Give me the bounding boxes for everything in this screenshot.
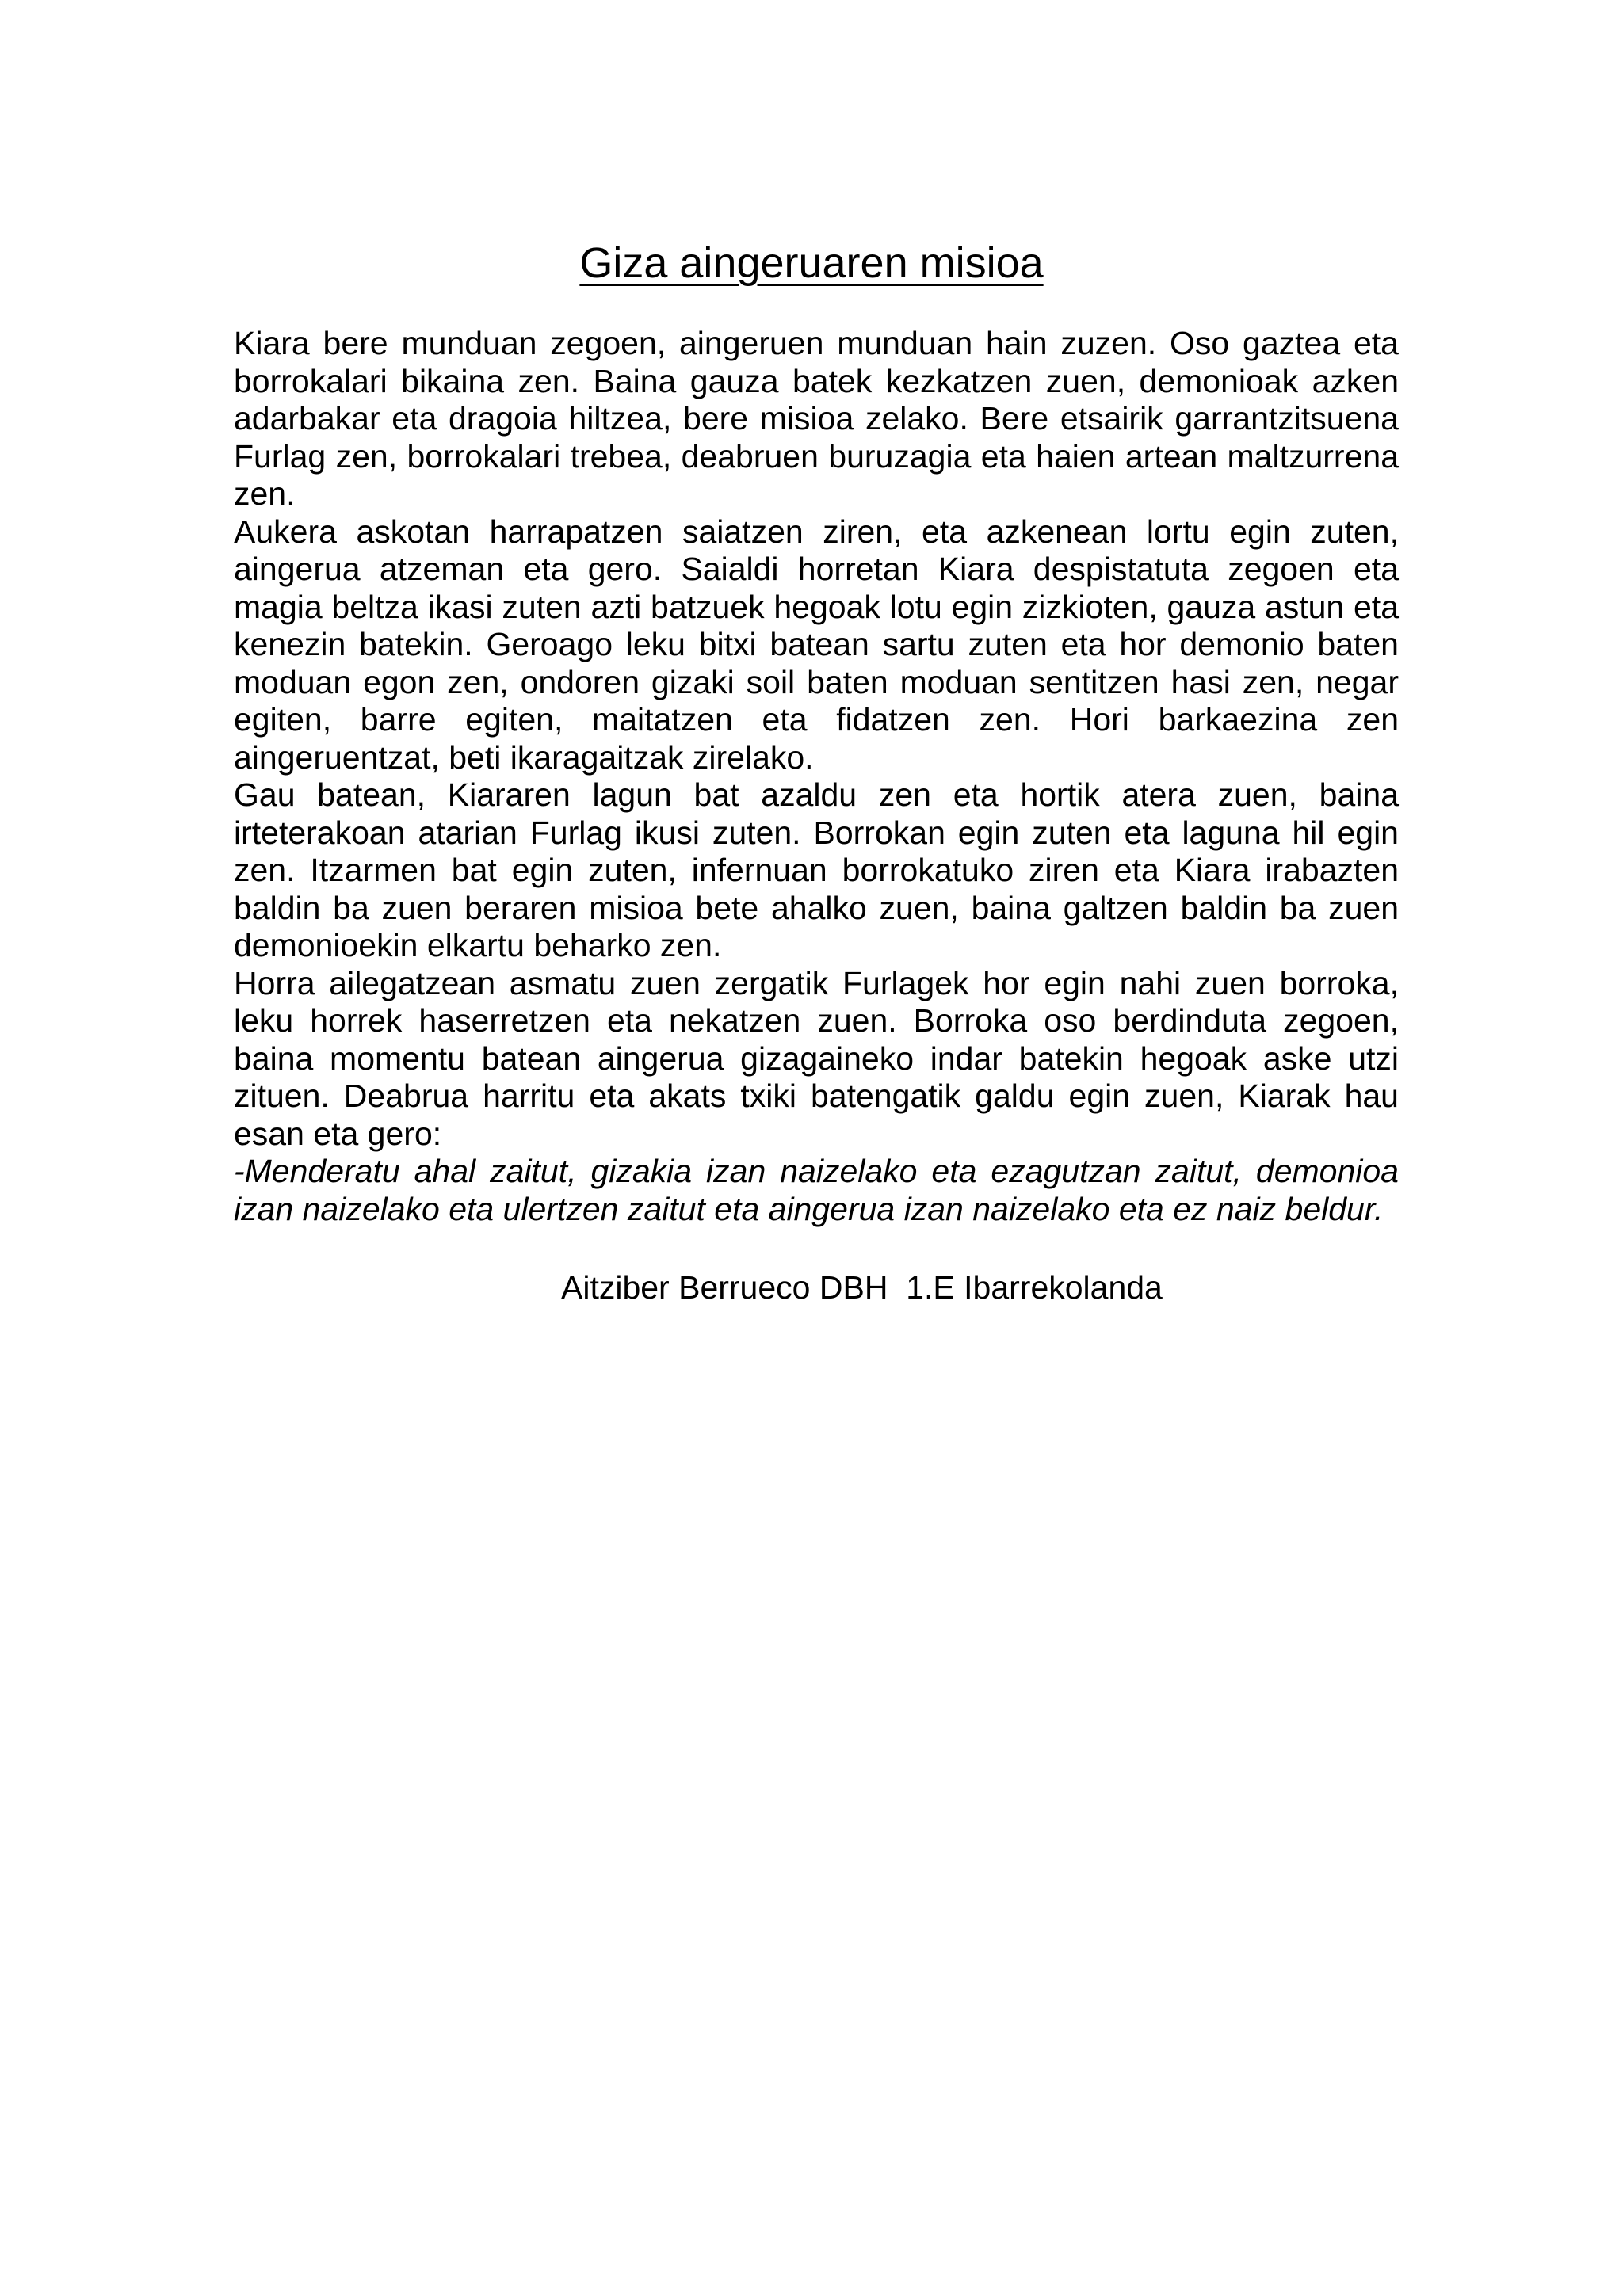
author-signature: Aitziber Berrueco DBH 1.E Ibarrekolanda	[561, 1269, 1163, 1306]
paragraph-2: Aukera askotan harrapatzen saiatzen ziren, eta azkenean lortu egin zuten, aingerua atzeman eta gero. Saialdi horretan Kiara despistatuta zegoen eta magia beltza ikasi zuten azti batzuek hegoak lotu egin zizkioten, gauza astun eta kenezin batekin. Geroago leku bitxi batean sartu zuten eta hor demonio baten moduan egon zen, ondoren gizaki soil baten moduan sentitzen hasi zen, negar egiten, barre egiten, maitatzen eta fidatzen zen. Hori barkaezina zen aingeruentzat, beti ikaragaitzak zirelako.	[234, 513, 1399, 776]
document-title: Giza aingeruaren misioa	[579, 239, 1044, 287]
quote-paragraph: -Menderatu ahal zaitut, gizakia izan naizelako eta ezagutzan zaitut, demonioa izan naizelako eta ulertzen zaitut eta aingerua izan naizelako eta ez naiz beldur.	[234, 1153, 1399, 1227]
paragraph-4: Horra ailegatzean asmatu zuen zergatik Furlagek hor egin nahi zuen borroka, leku horrek haserretzen eta nekatzen zuen. Borroka oso berdinduta zegoen, baina momentu batean aingerua gizagaineko indar batekin hegoak aske utzi zituen. Deabrua harritu eta akats txiki batengatik galdu egin zuen, Kiarak hau esan eta gero:	[234, 964, 1399, 1152]
paragraph-3: Gau batean, Kiararen lagun bat azaldu zen eta hortik atera zuen, baina irteterakoan atarian Furlag ikusi zuten. Borrokan egin zuten eta laguna hil egin zen. Itzarmen bat egin zuten, infernuan borrokatuko ziren eta Kiara irabazten baldin ba zuen beraren misioa bete ahalko zuen, baina galtzen baldin ba zuen demonioekin elkartu beharko zen.	[234, 776, 1399, 963]
document-body	[234, 325, 1399, 1228]
paragraph-1: Kiara bere munduan zegoen, aingeruen munduan hain zuzen. Oso gaztea eta borrokalari bikaina zen. Baina gauza batek kezkatzen zuen, demonioak azken adarbakar eta dragoia hiltzea, bere misioa zelako. Bere etsairik garrantzitsuena Furlag zen, borrokalari trebea, deabruen buruzagia eta haien artean maltzurrena zen.	[234, 325, 1399, 512]
